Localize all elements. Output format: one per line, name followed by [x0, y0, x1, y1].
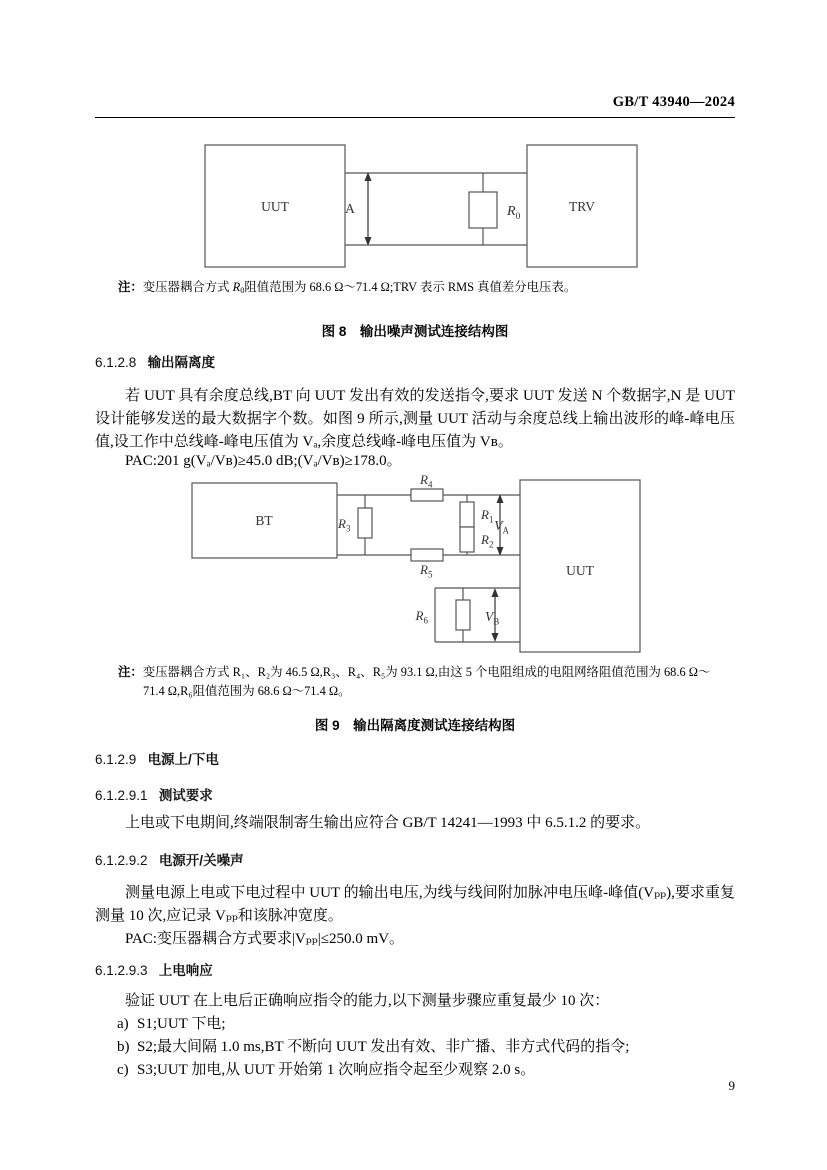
heading-6-1-2-9-2-title: 电源开/关噪声 — [158, 853, 244, 868]
figure-9-resistor-r3-label: $R_3$ — [338, 516, 351, 534]
figure-8-resistor-r0-label: $R_0$ — [507, 204, 521, 222]
heading-6-1-2-9-1-number: 6.1.2.9.1 — [95, 788, 148, 803]
heading-6-1-2-9-3-number: 6.1.2.9.3 — [95, 963, 148, 978]
figure-9-diagram — [95, 475, 735, 655]
heading-6-1-2-9-number: 6.1.2.9 — [95, 752, 137, 767]
figure-9-vb-arrow-head-bottom — [492, 633, 499, 642]
list-item-marker-b: b) — [117, 1039, 130, 1055]
list-item — [95, 1013, 225, 1036]
figure-9-resistor-r5-label: $R_5$ — [420, 562, 433, 580]
list-item-marker-a: a) — [117, 1016, 129, 1032]
heading-6-1-2-8-title: 输出隔离度 — [147, 355, 216, 370]
paragraph-6-1-2-9-3: 验证 UUT 在上电后正确响应指令的能力,以下测量步骤应重复最少 10 次： — [125, 993, 610, 1009]
figure-9-bt-label: BT — [255, 513, 273, 528]
paragraph-6-1-2-9-1: 上电或下电期间,终端限制寄生输出应符合 GB/T 14241—1993 中 6.5.1.2 的要求。 — [125, 815, 651, 831]
figure-9-uut-label: UUT — [566, 563, 594, 578]
paragraph-6-1-2-9-2: 测量电源上电或下电过程中 UUT 的输出电压,为线与线间附加脉冲电压峰-峰值(Vₚₚ),要求重复测量 10 次,应记录 Vₚₚ和该脉冲宽度。 — [95, 885, 735, 924]
figure-9-resistor-r6-label: $R_6$ — [415, 608, 428, 626]
figure-9-resistor-r1-label: $R_1$ — [481, 507, 494, 525]
figure-8-resistor-r0 — [469, 192, 497, 228]
figure-9-voltage-va-label: $V_A$ — [494, 518, 509, 536]
list-item — [95, 1036, 629, 1059]
pac-requirement-6-1-2-8: PAC:201 g(Vₐ/Vʙ)≥45.0 dB;(Vₐ/Vʙ)≥178.0。 — [125, 453, 402, 469]
heading-6-1-2-9-3 — [95, 959, 213, 979]
figure-8-note-resistor: R — [232, 280, 241, 294]
figure-9-resistor-r6 — [456, 600, 470, 630]
figure-8-note — [118, 278, 718, 300]
figure-9-note-line-1: 变压器耦合方式 R₁、R₂为 46.5 Ω,R₃、R₄、R₅为 93.1 Ω,由这 5 个电阻组成的电阻网络阻值范围为 68.6 Ω～ — [142, 665, 711, 679]
list-item-text-a: S1;UUT 下电; — [137, 1016, 226, 1032]
figure-9-note — [118, 663, 735, 682]
list-item-marker-c: c) — [117, 1062, 129, 1078]
figure-8-uut-label: UUT — [261, 199, 289, 214]
figure-9-caption: 图 9 输出隔离度测试连接结构图 — [314, 718, 516, 733]
heading-6-1-2-9-1 — [95, 784, 213, 804]
figure-9-resistor-r4-label: $R_4$ — [420, 475, 433, 490]
figure-8-caption: 图 8 输出噪声测试连接结构图 — [321, 324, 509, 339]
header-divider — [95, 117, 735, 118]
heading-6-1-2-8-number: 6.1.2.8 — [95, 355, 137, 370]
figure-9-resistor-r5 — [411, 549, 443, 561]
figure-9-resistor-r4 — [411, 489, 443, 501]
list-item-text-b: S2;最大间隔 1.0 ms,BT 不断向 UUT 发出有效、非广播、非方式代码的指令; — [137, 1039, 630, 1055]
figure-9-note-continued: 71.4 Ω,R₆阻值范围为 68.6 Ω～71.4 Ω。 — [143, 684, 351, 698]
figure-8-trv-label: TRV — [569, 199, 595, 214]
heading-6-1-2-9-2-number: 6.1.2.9.2 — [95, 853, 148, 868]
page-header-standard-number: GB/T 43940—2024 — [612, 94, 735, 110]
figure-8-note-resistor-sub: 0 — [240, 285, 245, 296]
figure-8-note-part2: 阻值范围为 68.6 Ω～71.4 Ω;TRV 表示 RMS 真值差分电压表。 — [244, 280, 577, 294]
figure-9-resistor-r3 — [358, 508, 372, 538]
heading-6-1-2-9-2 — [95, 849, 244, 869]
figure-9-resistor-r2 — [460, 527, 474, 552]
heading-6-1-2-9-title: 电源上/下电 — [147, 752, 219, 767]
paragraph-6-1-2-8: 若 UUT 具有余度总线,BT 向 UUT 发出有效的发送指令,要求 UUT 发送 N 个数据字,N 是 UUT 设计能够发送的最大数据字个数。如图 9 所示,测量 UUT 活动与余度总线上输出波形的峰-峰电压值,设工作中总线峰-峰电压值为 Vₐ,余度总线峰-峰电压值为 Vʙ。 — [95, 388, 735, 450]
figure-9-resistor-r2-label: $R_2$ — [481, 532, 494, 550]
figure-9-resistor-r1 — [460, 502, 474, 527]
heading-6-1-2-9-1-title: 测试要求 — [158, 788, 213, 803]
figure-8-diagram — [95, 135, 735, 275]
list-item-text-c: S3;UUT 加电,从 UUT 开始第 1 次响应指令起至少观察 2.0 s。 — [137, 1062, 536, 1078]
heading-6-1-2-9-3-title: 上电响应 — [158, 963, 213, 978]
heading-6-1-2-9 — [95, 748, 219, 768]
figure-9-voltage-vb-label: $V_B$ — [485, 609, 500, 627]
figure-8-note-part1: 变压器耦合方式 — [142, 280, 233, 294]
figure-8-note-label: 注： — [118, 280, 143, 294]
page-number: 9 — [728, 1078, 735, 1093]
pac-requirement-6-1-2-9-2: PAC:变压器耦合方式要求|Vₚₚ|≤250.0 mV。 — [125, 931, 405, 947]
figure-9-vb-arrow-head-top — [492, 588, 499, 597]
heading-6-1-2-8 — [95, 351, 215, 371]
figure-9-note-label: 注： — [118, 665, 143, 679]
figure-8-arrow-label: A — [345, 201, 355, 216]
